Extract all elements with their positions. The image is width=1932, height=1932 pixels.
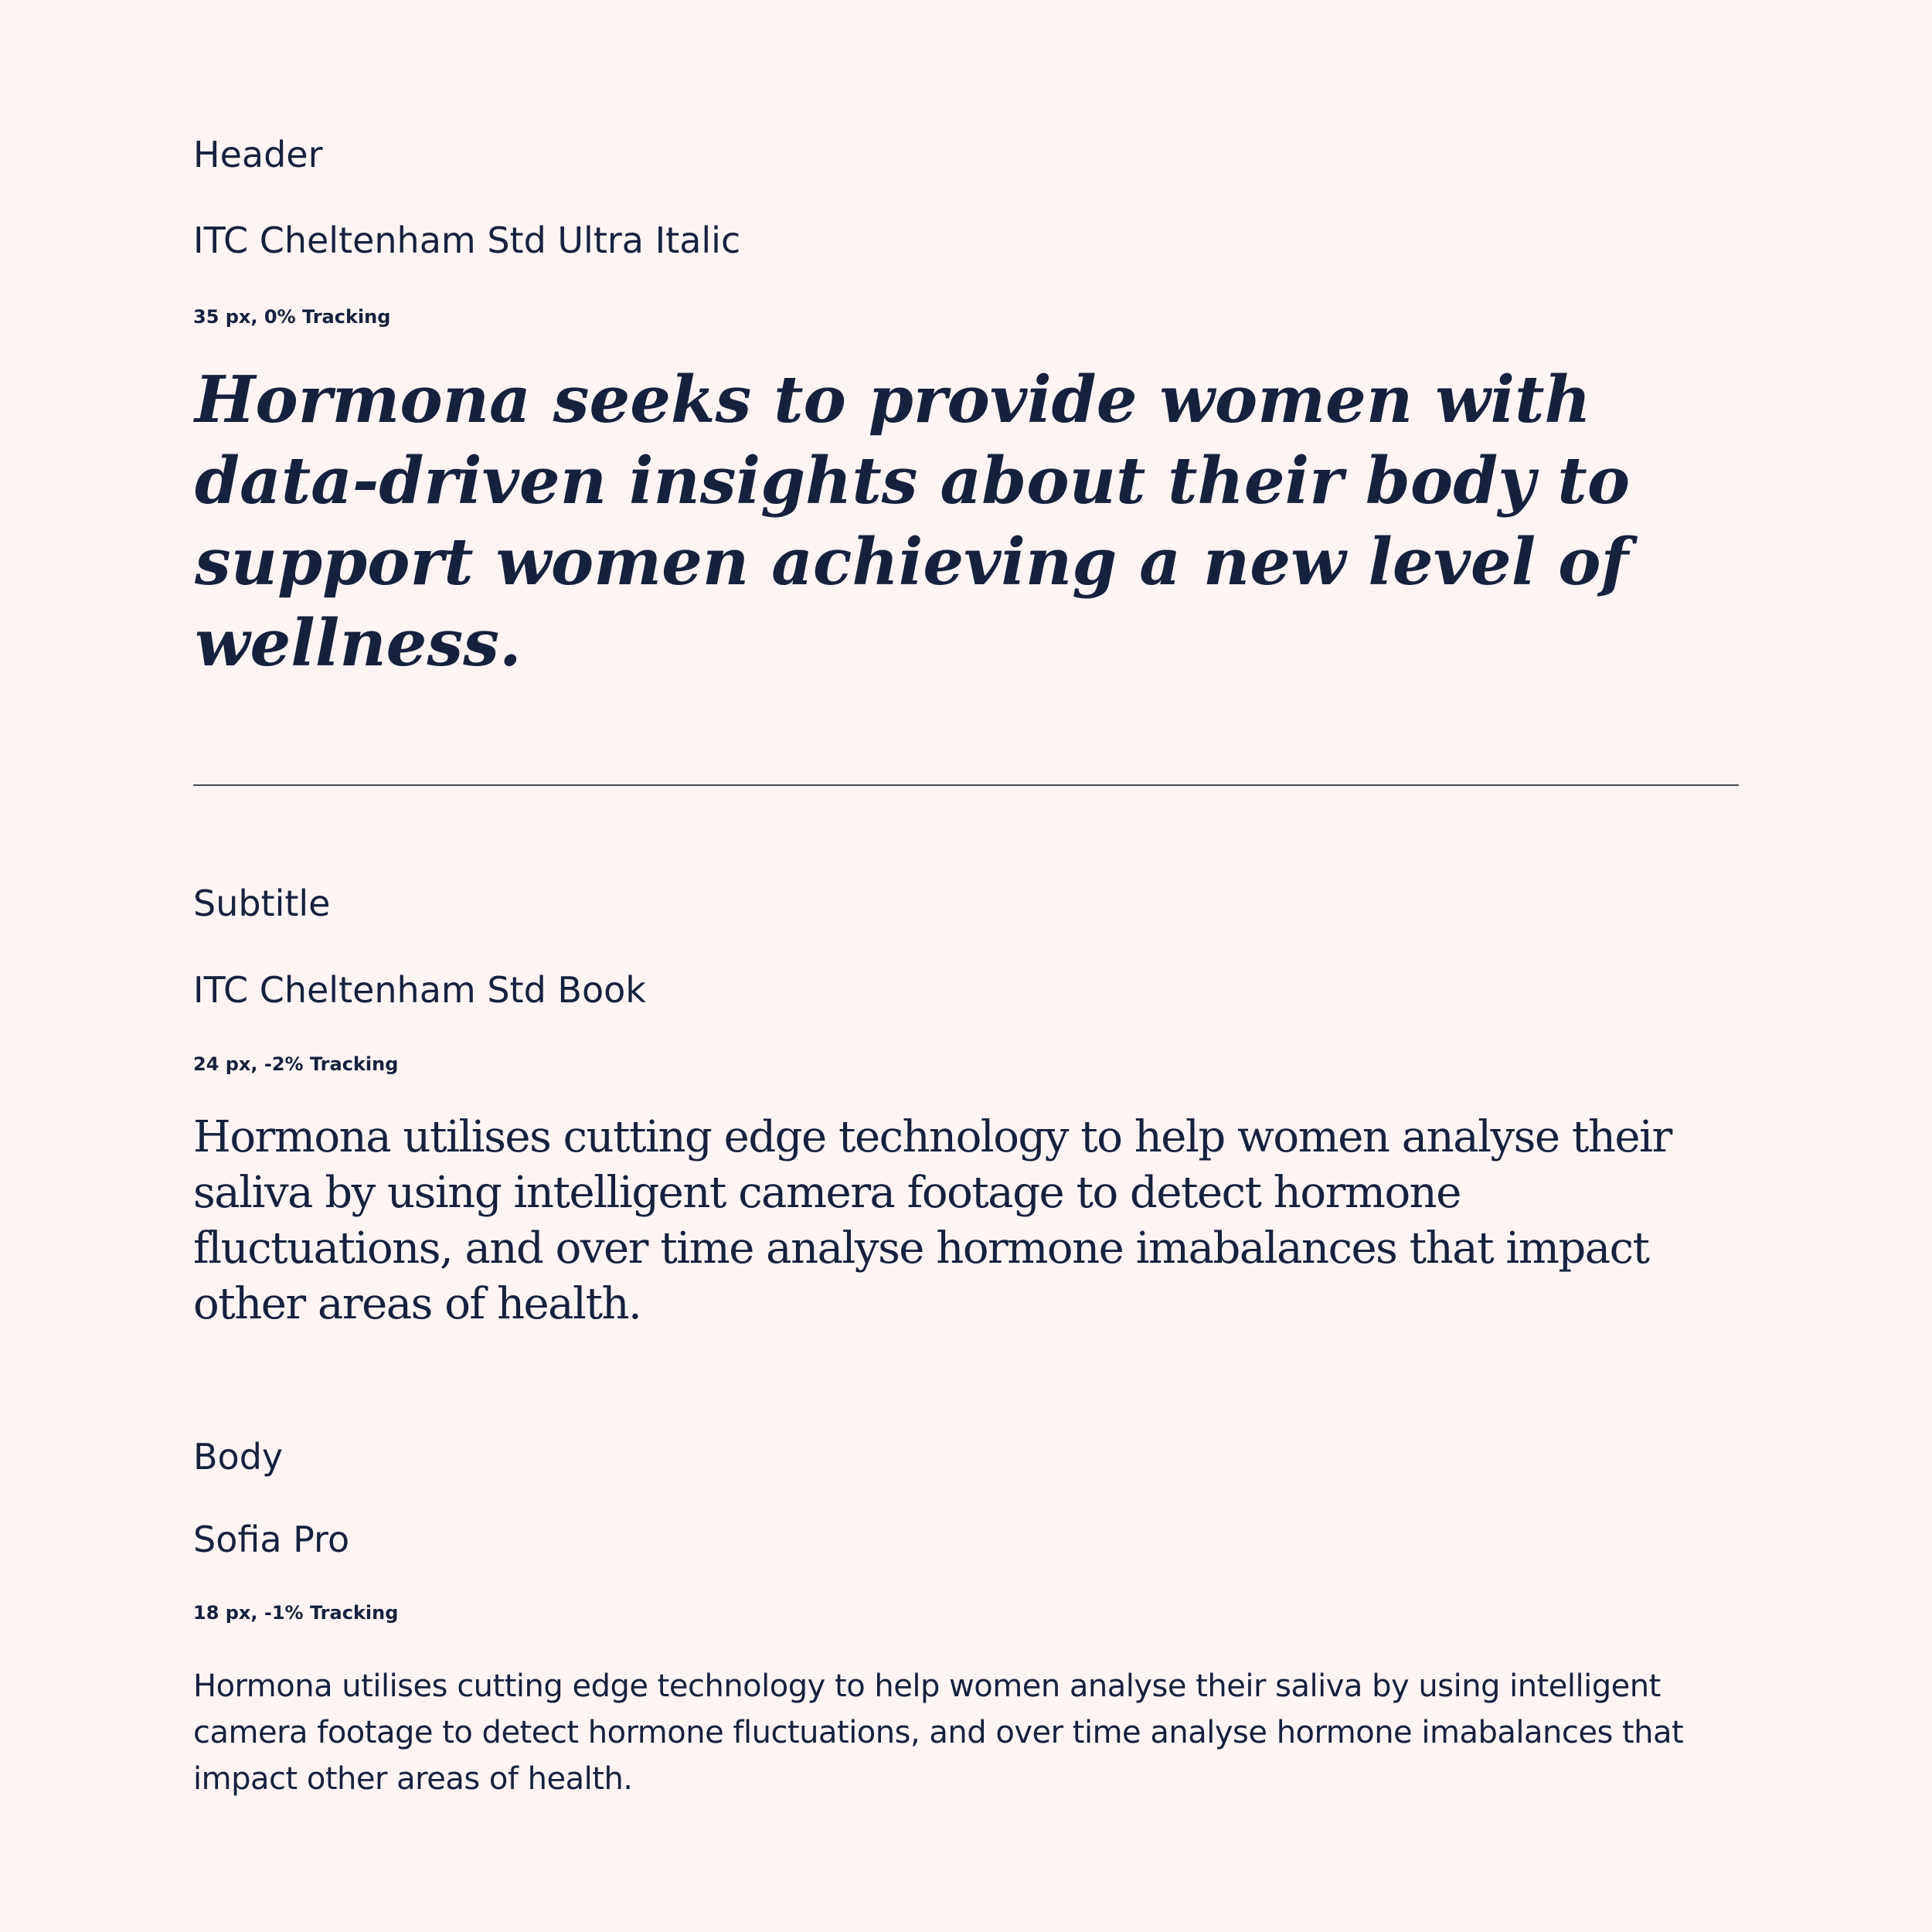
subtitle-font-spec: 24 px, -2% Tracking xyxy=(193,1053,399,1075)
header-font-spec: 35 px, 0% Tracking xyxy=(193,306,391,328)
header-sample-text: Hormona seeks to provide women with data-driven insights about their body to support women achieving a new level of wellness. xyxy=(195,362,1631,681)
body-section-label: Body xyxy=(193,1436,284,1478)
section-divider xyxy=(193,784,1739,786)
body-font-spec: 18 px, -1% Tracking xyxy=(193,1602,399,1624)
body-sample-text: Hormona utilises cutting edge technology to help women analyse their saliva by using intelligent camera footage to detect hormone fluctuations, and over time analyse hormone imabalances that impact other areas of health. xyxy=(193,1668,1684,1797)
typography-sheet xyxy=(193,0,1739,1932)
subtitle-font-name: ITC Cheltenham Std Book xyxy=(193,969,646,1011)
subtitle-section-label: Subtitle xyxy=(193,883,331,924)
header-font-name: ITC Cheltenham Std Ultra Italic xyxy=(193,219,741,261)
body-font-name: Sofia Pro xyxy=(193,1519,350,1560)
subtitle-sample-text: Hormona utilises cutting edge technology to help women analyse their saliva by using intelligent camera footage to detect hormone fluctuations, and over time analyse hormone imabalances that impact other areas of health. xyxy=(193,1112,1672,1329)
header-section-label: Header xyxy=(193,134,323,175)
